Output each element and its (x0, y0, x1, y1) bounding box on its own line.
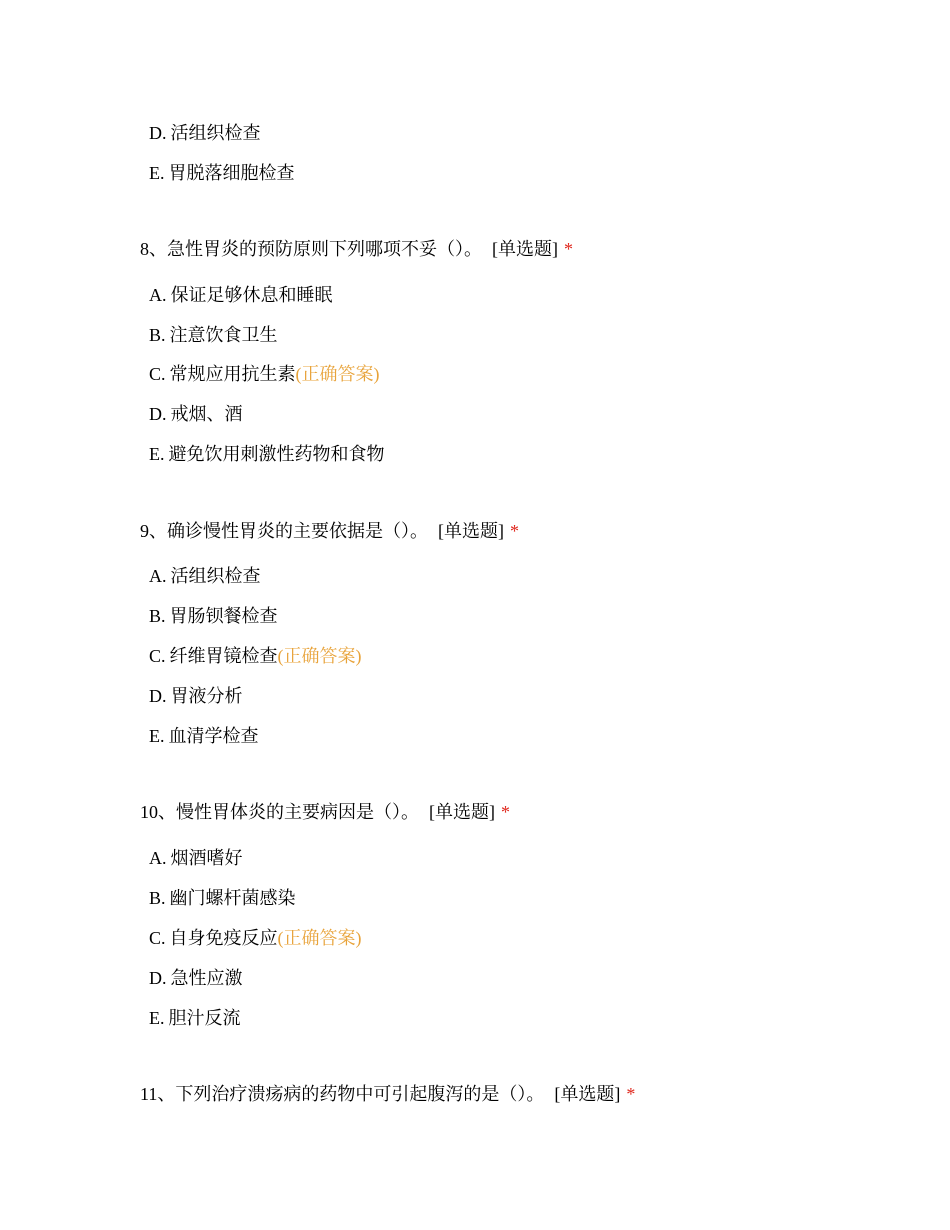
required-marker: * (564, 239, 573, 259)
question-text: 下列治疗溃疡病的药物中可引起腹泻的是（）。 (175, 1084, 545, 1104)
question-10-option-c (149, 926, 362, 950)
option-text: 胆汁反流 (168, 1008, 241, 1028)
option-dot: . (162, 566, 167, 586)
option-text: 常规应用抗生素 (169, 364, 296, 384)
option-letter: E (149, 1008, 160, 1028)
question-8-option-a (149, 283, 333, 307)
option-letter: E (149, 163, 160, 183)
option-letter: D (149, 968, 162, 988)
option-letter: D (149, 404, 162, 424)
option-dot: . (161, 325, 166, 345)
question-type-tag: [单选题] (554, 1084, 621, 1104)
question-9-option-d (149, 684, 243, 708)
option-letter: D (149, 686, 162, 706)
option-dot: . (161, 646, 166, 666)
option-text: 烟酒嗜好 (170, 848, 243, 868)
correct-answer-label: (正确答案) (277, 646, 362, 666)
question-8-option-b (149, 323, 278, 347)
question-type-tag: [单选题] (438, 521, 504, 541)
question-type-tag: [单选题] (429, 802, 495, 822)
option-letter: A (149, 285, 162, 305)
option-dot: . (160, 444, 165, 464)
question-9-option-a (149, 564, 261, 588)
option-top-d (149, 121, 261, 145)
option-letter: D (149, 123, 162, 143)
question-8-option-e (149, 442, 385, 466)
question-11-title (140, 1082, 635, 1106)
option-letter: E (149, 444, 160, 464)
option-text: 血清学检查 (168, 726, 259, 746)
question-9-option-e (149, 724, 259, 748)
option-dot: . (161, 888, 166, 908)
option-text: 自身免疫反应 (169, 928, 278, 948)
option-dot: . (160, 726, 165, 746)
option-letter: C (149, 928, 162, 948)
question-8-option-c (149, 362, 380, 386)
option-text: 活组织检查 (170, 123, 261, 143)
option-dot: . (160, 1008, 165, 1028)
question-9-title (140, 519, 519, 543)
question-10-option-b (149, 886, 296, 910)
question-number: 9、 (140, 521, 167, 541)
question-number: 10、 (140, 802, 176, 822)
required-marker: * (510, 521, 519, 541)
option-dot: . (160, 163, 165, 183)
option-text: 注意饮食卫生 (169, 325, 278, 345)
option-letter: A (149, 848, 162, 868)
option-dot: . (162, 404, 167, 424)
option-text: 保证足够休息和睡眠 (170, 285, 333, 305)
option-text: 活组织检查 (170, 566, 261, 586)
option-dot: . (162, 686, 167, 706)
option-text: 胃脱落细胞检查 (168, 163, 295, 183)
option-letter: C (149, 364, 162, 384)
question-text: 确诊慢性胃炎的主要依据是（）。 (167, 521, 428, 541)
question-9-option-c (149, 644, 362, 668)
option-letter: C (149, 646, 162, 666)
option-text: 幽门螺杆菌感染 (169, 888, 296, 908)
option-text: 戒烟、酒 (170, 404, 243, 424)
question-8-title (140, 237, 573, 261)
question-text: 慢性胃体炎的主要病因是（）。 (176, 802, 419, 822)
question-10-option-d (149, 966, 243, 990)
question-text: 急性胃炎的预防原则下列哪项不妥（）。 (167, 239, 482, 259)
option-dot: . (162, 123, 167, 143)
option-letter: B (149, 606, 162, 626)
option-dot: . (162, 285, 167, 305)
question-8-option-d (149, 402, 243, 426)
question-number: 8、 (140, 239, 167, 259)
option-text: 胃肠钡餐检查 (169, 606, 278, 626)
option-text: 避免饮用刺激性药物和食物 (168, 444, 385, 464)
option-text: 纤维胃镜检查 (169, 646, 278, 666)
question-type-tag: [单选题] (492, 239, 558, 259)
correct-answer-label: (正确答案) (295, 364, 380, 384)
question-10-option-e (149, 1006, 241, 1030)
option-letter: A (149, 566, 162, 586)
option-top-e (149, 161, 295, 185)
option-dot: . (161, 606, 166, 626)
option-text: 急性应激 (170, 968, 243, 988)
question-10-option-a (149, 846, 243, 870)
question-9-option-b (149, 604, 278, 628)
option-dot: . (162, 968, 167, 988)
option-dot: . (161, 364, 166, 384)
option-letter: B (149, 325, 162, 345)
option-text: 胃液分析 (170, 686, 243, 706)
required-marker: * (626, 1084, 636, 1104)
question-10-title (140, 800, 510, 824)
option-letter: E (149, 726, 160, 746)
required-marker: * (501, 802, 510, 822)
question-number: 11、 (140, 1084, 176, 1104)
option-letter: B (149, 888, 162, 908)
option-dot: . (161, 928, 166, 948)
correct-answer-label: (正确答案) (277, 928, 362, 948)
option-dot: . (162, 848, 167, 868)
